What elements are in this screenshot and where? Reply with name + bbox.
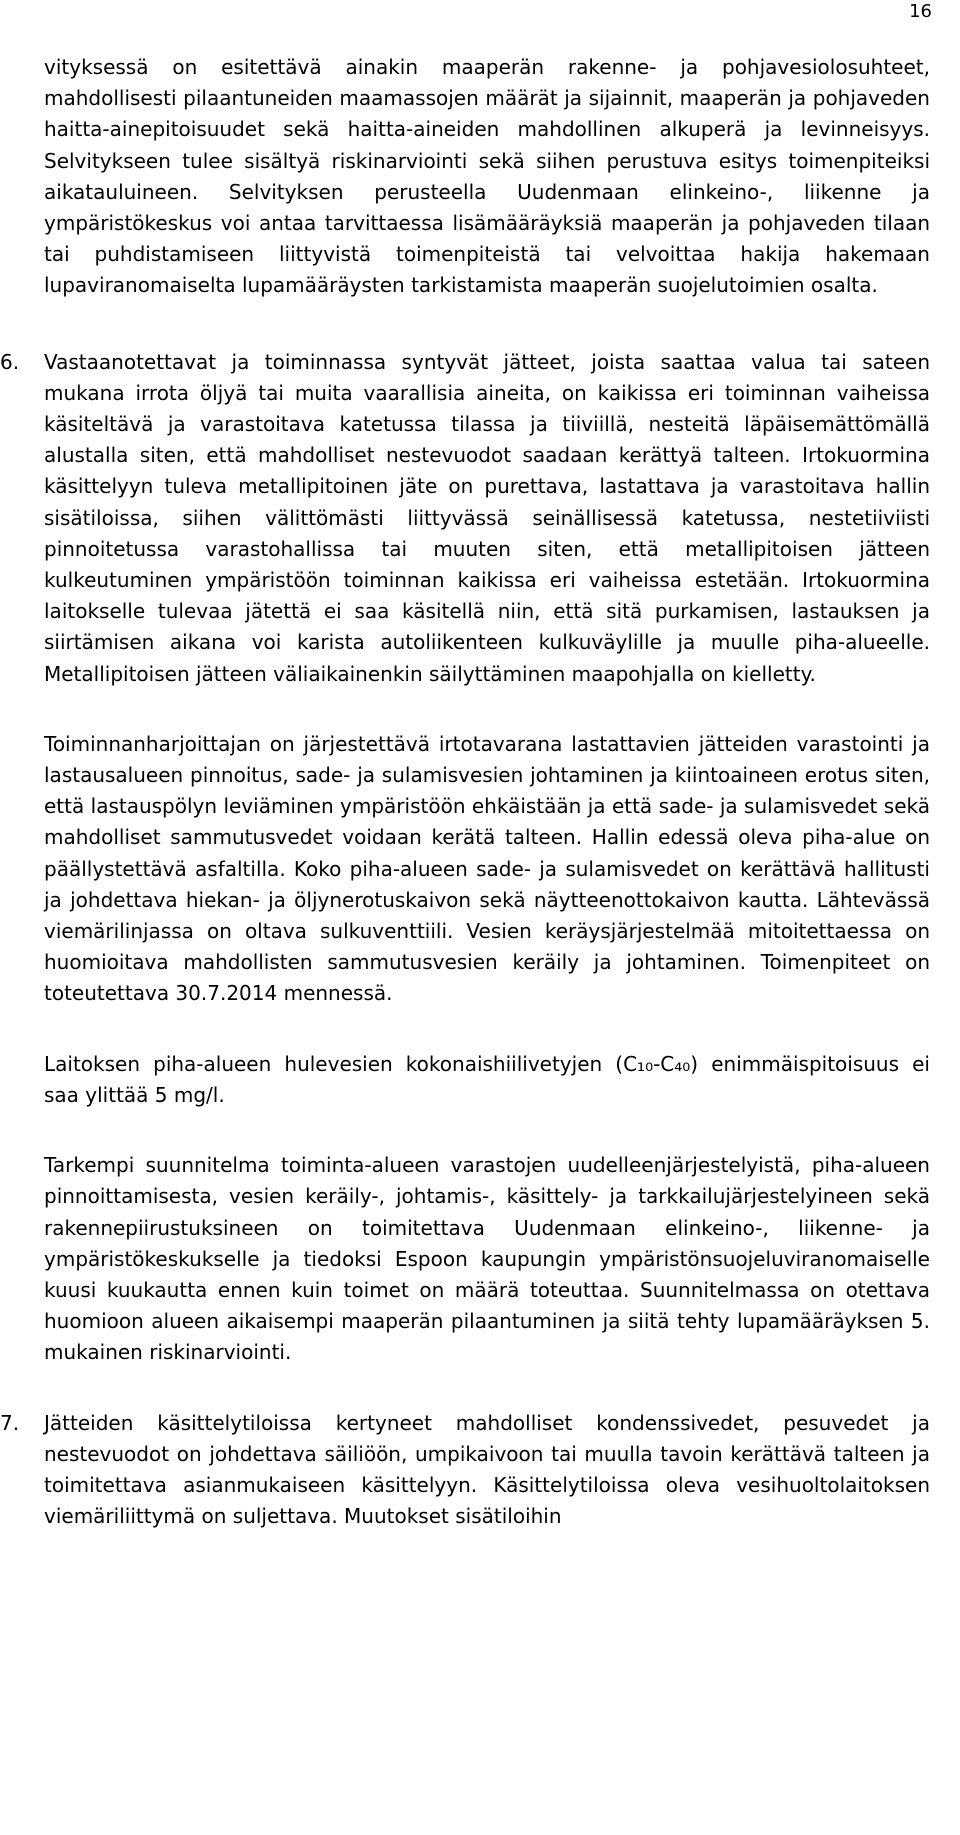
list-item-number: 6.	[0, 349, 20, 374]
list-item-number: 7.	[0, 1410, 20, 1435]
paragraph-stormwater-limit: Laitoksen piha-alueen hulevesien kokonaishiilivetyjen (C₁₀-C₄₀) enimmäispitoisuus ei saa ylittää 5 mg/l.	[44, 1051, 930, 1107]
list-item-7	[0, 1408, 930, 1533]
list-item-text: Vastaanotettavat ja toiminnassa syntyvät jätteet, joista saattaa valua tai sateen mukana irrota öljyä tai muita vaarallisia aineita, on kaikissa eri toiminnan vaiheissa käsiteltävä ja varastoitava katetussa tilassa ja tiiviillä, nesteitä läpäisemättömällä alustalla siten, että mahdolliset nestevuodot saadaan kerättyä talteen. Irtokuormina käsittelyyn tuleva metallipitoinen jäte on purettava, lastattava ja varastoitava hallin sisätiloissa, siihen välittömästi liittyvässä seinällisessä katetussa, nestetiiviisti pinnoitetussa varastohallissa tai muuten siten, että metallipitoisen jätteen kulkeutuminen ympäristöön toiminnan kaikissa eri vaiheissa estetään. Irtokuormina laitokselle tulevaa jätettä ei saa käsitellä niin, että sitä purkamisen, lastauksen ja siirtämisen aikana voi karista autoliikenteen kulkuväylille ja muulle piha-alueelle. Metallipitoisen jätteen väliaikainenkin säilyttäminen maapohjalla on kielletty.	[44, 349, 930, 686]
paragraph-continuation: vityksessä on esitettävä ainakin maaperän rakenne- ja pohjavesiolosuhteet, mahdollisesti pilaantuneiden maamassojen määrät ja sijainnit, maaperän ja pohjaveden haitta-ainepitoisuudet sekä haitta-aineiden mahdollinen alkuperä ja levinneisyys. Selvitykseen tulee sisältyä riskinarviointi sekä siihen perustuva esitys toimenpiteiksi aikatauluineen. Selvityksen perusteella Uudenmaan elinkeino-, liikenne ja ympäristökeskus voi antaa tarvittaessa lisämääräyksiä maaperän ja pohjaveden tilaan tai puhdistamiseen liittyvistä toimenpiteistä tai velvoittaa hakija hakemaan lupaviranomaiselta lupamääräysten tarkistamista maaperän suojelutoimien osalta.	[44, 55, 930, 298]
document-body	[0, 52, 960, 1532]
list-item-6	[0, 347, 930, 690]
list-item-text: Jätteiden käsittelytiloissa kertyneet mahdolliset kondenssivedet, pesuvedet ja nestevuodot on johdettava säiliöön, umpikaivoon tai muulla tavoin kerättävä talteen ja toimitettava asianmukaiseen käsittelyyn. Käsittelytiloissa oleva vesihuoltolaitoksen viemäriliittymä on suljettava. Muutokset sisätiloihin	[44, 1410, 930, 1529]
paragraph-loading-area: Toiminnanharjoittajan on järjestettävä irtotavarana lastattavien jätteiden varastointi ja lastausalueen pinnoitus, sade- ja sulamisvesien johtaminen ja kiintoaineen erotus siten, että lastauspölyn leviäminen ympäristöön ehkäistään ja että sade- ja sulamisvedet sekä mahdolliset sammutusvedet voidaan kerätä talteen. Hallin edessä oleva piha-alue on päällystettävä asfaltilla. Koko piha-alueen sade- ja sulamisvedet on kerättävä hallitusti ja johdettava hiekan- ja öljynerotuskaivon sekä näytteenottokaivon kautta. Lähtevässä viemärilinjassa on oltava sulkuventtiili. Vesien keräysjärjestelmää mitoitettaessa on huomioitava mahdollisten sammutusvesien keräily ja johtaminen. Toimenpiteet on toteutettava 30.7.2014 mennessä.	[44, 731, 930, 1006]
paragraph-plan-submission: Tarkempi suunnitelma toiminta-alueen varastojen uudelleenjärjestelyistä, piha-alueen pinnoittamisesta, vesien keräily-, johtamis-, käsittely- ja tarkkailujärjestelyineen sekä rakennepiirustuksineen on toimitettava Uudenmaan elinkeino-, liikenne- ja ympäristökeskukselle ja tiedoksi Espoon kaupungin ympäristönsuojeluviranomaiselle kuusi kuukautta ennen kuin toimet on määrä toteuttaa. Suunnitelmassa on otettava huomioon alueen aikaisempi maaperän pilaantuminen ja siitä tehty lupamääräyksen 5. mukainen riskinarviointi.	[44, 1153, 930, 1365]
page-number: 16	[909, 1, 932, 22]
